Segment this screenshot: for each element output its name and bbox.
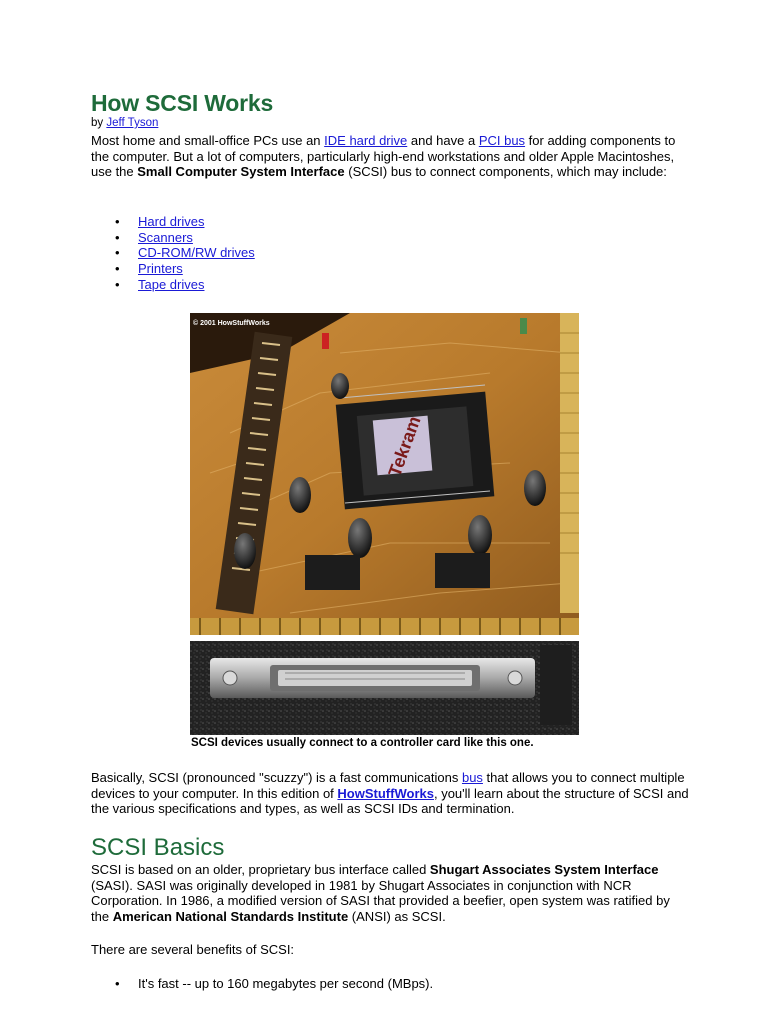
- list-item: [91, 214, 255, 230]
- device-list: [91, 214, 255, 293]
- basics-text-1: SCSI is based on an older, proprietary bus interface called: [91, 862, 430, 877]
- byline: [91, 117, 158, 129]
- bullet-icon: •: [115, 276, 120, 292]
- device-link-tape-drives[interactable]: Tape drives: [138, 276, 205, 292]
- intro-text-3: for adding components to the computer. But a lot of computers, particularly high-end workstations and older Apple Macintoshes, use the: [91, 133, 676, 180]
- byline-prefix: by: [91, 117, 104, 129]
- basics-bold-ansi: American National Standards Institute: [112, 909, 349, 925]
- bullet-icon: •: [115, 214, 120, 229]
- scsi-controller-card-image: [190, 313, 579, 735]
- basics-bold-sasi: Shugart Associates System Interface: [429, 862, 659, 877]
- overview-text-1: Basically, SCSI (pronounced "scuzzy") is a fast communications: [91, 770, 462, 785]
- ide-hard-drive-link[interactable]: IDE hard drive: [324, 133, 408, 148]
- overview-text-3: , you'll learn about the structure of SCSI and the various specifications and types, as well as SCSI IDs and termination.: [91, 785, 689, 817]
- bullet-icon: •: [115, 261, 120, 277]
- section-title-scsi-basics: SCSI Basics: [91, 834, 225, 861]
- page-title: How SCSI Works: [91, 90, 274, 116]
- chip-brand-text: Tekram: [384, 413, 425, 480]
- pci-bus-link[interactable]: PCI bus: [478, 133, 526, 148]
- basics-text-3: (ANSI) as SCSI.: [348, 909, 446, 925]
- overview-text-2: that allows you to connect multiple devices to your computer. In this edition of: [91, 770, 685, 801]
- list-item: [91, 976, 433, 992]
- bullet-icon: •: [115, 229, 120, 245]
- ic-chip-right: [435, 553, 490, 588]
- intro-text-4: (SCSI) bus to connect components, which may include:: [344, 164, 667, 180]
- bus-link[interactable]: bus: [461, 770, 483, 785]
- device-link-scanners[interactable]: Scanners: [138, 229, 193, 245]
- list-item: [91, 277, 255, 293]
- list-item: [91, 245, 255, 261]
- intro-bold-scsi: Small Computer System Interface: [137, 164, 345, 180]
- basics-text-2: (SASI). SASI was originally developed in 1981 by Shugart Associates in conjunction with NCR Corporation. In 1986, a modified version of SASI that provided a beefier, open system was ratified by the: [91, 877, 670, 925]
- benefits-list: [91, 976, 433, 992]
- list-item: [91, 261, 255, 277]
- bullet-icon: •: [115, 245, 120, 261]
- author-link[interactable]: Jeff Tyson: [106, 117, 159, 129]
- benefit-text: It's fast -- up to 160 megabytes per second (MBps).: [138, 976, 434, 991]
- intro-text-2: and have a: [407, 133, 479, 148]
- device-link-hard-drives[interactable]: Hard drives: [138, 214, 205, 229]
- bullet-icon: •: [115, 976, 120, 991]
- howstuffworks-link[interactable]: HowStuffWorks: [337, 785, 434, 801]
- device-link-printers[interactable]: Printers: [138, 261, 183, 277]
- list-item: [91, 230, 255, 246]
- benefits-intro: There are several benefits of SCSI:: [91, 942, 295, 957]
- intro-text-1: Most home and small-office PCs use an: [91, 133, 325, 148]
- overview-paragraph: [91, 770, 691, 817]
- device-link-cd-rom[interactable]: CD-ROM/RW drives: [138, 245, 255, 261]
- figure-caption: SCSI devices usually connect to a controller card like this one.: [191, 737, 534, 749]
- copyright-text: © 2001 HowStuffWorks: [193, 320, 270, 327]
- basics-paragraph: [91, 862, 691, 925]
- ic-chip-left: [305, 555, 360, 590]
- intro-paragraph: [91, 133, 691, 180]
